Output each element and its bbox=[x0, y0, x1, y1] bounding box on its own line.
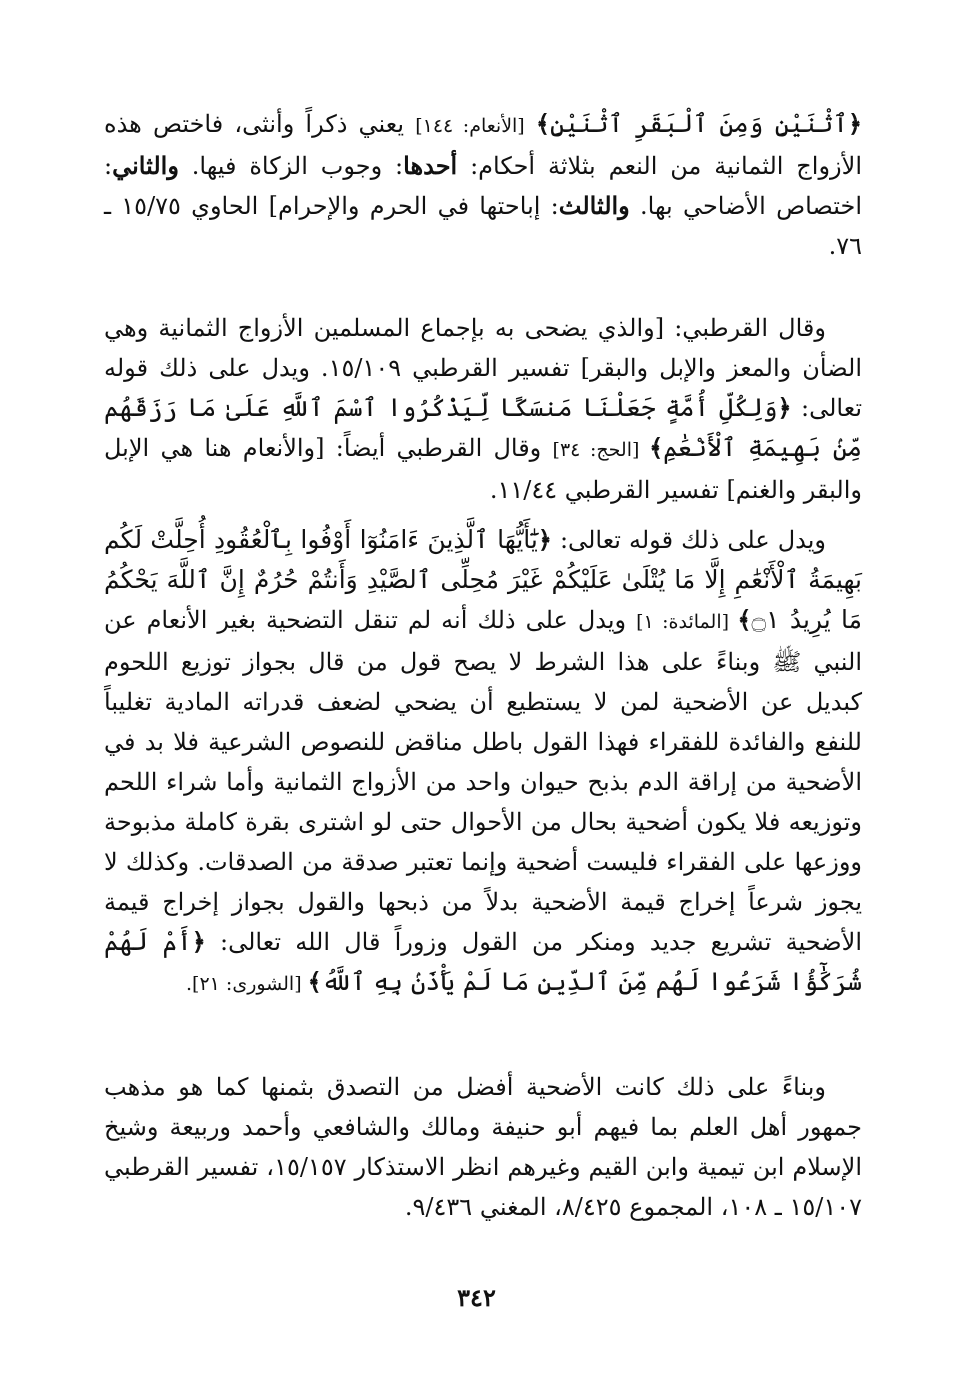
body-text: وبناءً على ذلك كانت الأضحية أفضل من التصدق بثمنها كما هو مذهب جمهور أهل العلم بما فيهم أبو حنيفة ومالك والشافعي وأحمد وربيعة وشيخ الإسلام ابن تيمية وابن القيم وغيرهم انظر الاستذكار ١٥/١٥٧، تفسير القرطبي ١٥/١٠٧ ـ ١٠٨، المجموع ٨/٤٢٥، المغني ٩/٤٣٦. bbox=[104, 1073, 863, 1221]
paragraph-2 bbox=[104, 308, 862, 510]
verse-open-brace: ﴿ bbox=[847, 109, 863, 138]
quran-verse: يَٰٓأَيُّهَا ٱلَّذِينَ ءَامَنُوٓا أَوْفُوا بِٱلْعُقُودِ أُحِلَّتْ لَكُم بَهِيمَةُ ٱلْأَنْعَٰمِ إِلَّا مَا يُتْلَىٰ عَلَيْكُمْ غَيْرَ مُحِلِّى ٱلصَّيْدِ وَأَنتُمْ حُرُمٌ إِنَّ ٱللَّهَ يَحْكُمُ مَا يُرِيدُ ۝١ bbox=[104, 525, 862, 634]
verse-close-brace: ﴾ bbox=[649, 433, 664, 462]
verse-open-brace: ﴿ bbox=[191, 927, 206, 956]
body-text: : وجوب الزكاة فيها. bbox=[178, 152, 404, 180]
body-text: : إباحتها في الحرم والإحرام] الحاوي ١٥/٧٥ ـ ٧٦. bbox=[104, 192, 862, 260]
body-text: : اختصاص الأضاحي بها. bbox=[104, 152, 862, 220]
body-text: يعني ذكراً وأنثى، فاختص هذه الأزواج الثمانية من النعم بثلاثة أحكام: bbox=[104, 110, 862, 180]
body-text: ويدل على ذلك أنه لم تنقل التضحية بغير الأنعام عن النبي ﷺ وبناءً على هذا الشرط لا يصح قول من قال بجواز توزيع اللحوم كبديل عن الأضحية لمن لا يستطيع أن يضحي لضعف قدراته المادية تغليباً للنفع والفائدة للفقراء فهذا القول باطل مناقض للنصوص الشرعية فلا بد في الأضحية من إراقة الدم بذبح حيوان واحد من الأزواج الثمانية وأما شراء اللحم وتوزيعه فلا يكون أضحية بحال من الأحوال حتى لو اشترى بقرة كاملة مذبوحة ووزعها على الفقراء فليست أضحية وإنما تعتبر صدقة من الصدقات. وكذلك لا يجوز شرعاً إخراج قيمة الأضحية بدلاً من ذبحها والقول بجواز إخراج قيمة الأضحية تشريع جديد ومنكر من القول وزوراً قال الله تعالى: bbox=[104, 606, 862, 956]
verse-open-brace: ﴿ bbox=[537, 525, 552, 554]
paragraph-3 bbox=[104, 520, 862, 1004]
verse-close-brace: ﴾ bbox=[737, 605, 752, 634]
body-text: وقال القرطبي أيضاً: [والأنعام هنا هي الإبل والبقر والغنم] تفسير القرطبي ١١/٤٤. bbox=[104, 434, 862, 504]
quran-verse: أَمْ لَهُمْ شُرَكَٰٓؤُا شَرَعُوا لَهُم مِّنَ ٱلدِّينِ مَا لَمْ يَأْذَنۢ بِهِ ٱللَّهُ bbox=[104, 927, 862, 996]
bold-label-third: والثالث bbox=[558, 191, 630, 220]
verse-close-brace: ﴾ bbox=[307, 967, 322, 996]
verse-reference: [المائدة: ١] bbox=[636, 611, 738, 633]
quran-verse: ٱثْنَيْنِ وَمِنَ ٱلْبَقَرِ ٱثْنَيْنِ bbox=[549, 109, 848, 138]
verse-open-brace: ﴿ bbox=[777, 393, 792, 422]
bold-label-first: أحدها bbox=[403, 151, 458, 180]
body-text: ويدل على ذلك قوله تعالى: bbox=[551, 526, 826, 554]
verse-close-brace: ﴾ bbox=[535, 109, 550, 138]
page-number: ٣٤٢ bbox=[457, 1283, 496, 1312]
verse-reference: [الأنعام: ١٤٤] bbox=[415, 115, 525, 137]
paragraph-1 bbox=[104, 104, 862, 266]
paragraph-4 bbox=[104, 1067, 862, 1227]
bold-label-second: والثاني bbox=[112, 151, 179, 180]
quran-verse: وَلِكُلِّ أُمَّةٍ جَعَلْنَا مَنسَكًا لِّيَذْكُرُوا ٱسْمَ ٱللَّهِ عَلَىٰ مَا رَزَقَهُم مِّنۢ بَهِيمَةِ ٱلْأَنْعَٰمِ bbox=[104, 393, 862, 462]
verse-reference: [الحج: ٣٤] bbox=[552, 439, 650, 461]
body-text: وقال القرطبي: [والذي يضحى به بإجماع المسلمين الأزواج الثمانية وهي الضأن والمعز والإبل والبقر] تفسير القرطبي ١٥/١٠٩. ويدل على ذلك قوله تعالى: bbox=[104, 314, 862, 422]
verse-reference: [الشورى: ٢١]. bbox=[186, 973, 308, 995]
